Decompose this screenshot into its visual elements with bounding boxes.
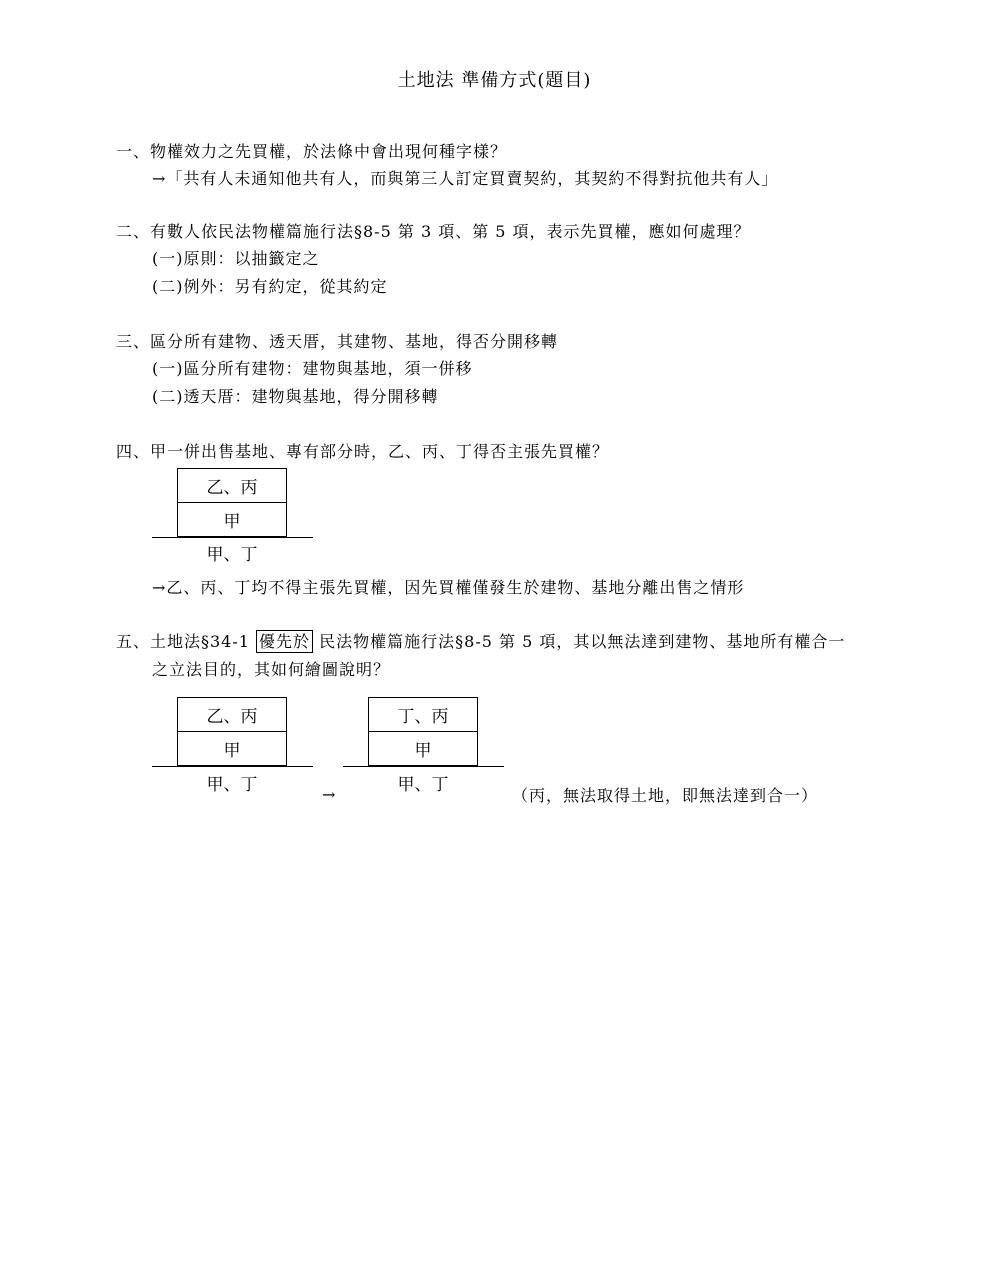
q4-upper-unit: 乙、丙 xyxy=(177,468,287,503)
question-3: 三、區分所有建物、透天厝，其建物、基地，得否分開移轉 xyxy=(116,332,559,351)
q5-right-ground-line xyxy=(343,766,504,767)
question-1: 一、物權效力之先買權，於法條中會出現何種字樣？ xyxy=(116,142,508,161)
q4-lower-unit: 甲 xyxy=(177,502,287,537)
question-2: 二、有數人依民法物權篇施行法§8-5 第 3 項、第 5 項，表示先買權，應如何處理？ xyxy=(116,222,751,241)
q5-right-land-owners: 甲、丁 xyxy=(397,775,449,795)
q5-right-upper-unit: 丁、丙 xyxy=(368,697,478,732)
answer-4: →乙、丙、丁均不得主張先買權，因先買權僅發生於建物、基地分離出售之情形 xyxy=(152,578,745,597)
q5-note: （丙，無法取得土地，即無法達到合一） xyxy=(512,786,819,805)
arrow-icon: → xyxy=(322,785,336,804)
q5-boxed-term: 優先於 xyxy=(256,630,313,653)
q5-left-upper-unit: 乙、丙 xyxy=(177,697,287,732)
q5-left-ground-line xyxy=(152,766,313,767)
q3-item-townhouse: (二)透天厝：建物與基地，得分開移轉 xyxy=(152,387,439,406)
page-title: 土地法 準備方式(題目) xyxy=(397,70,592,91)
q4-ground-line xyxy=(152,537,313,538)
q4-land-owners: 甲、丁 xyxy=(206,545,258,565)
q5-left-lower-unit: 甲 xyxy=(177,731,287,766)
answer-1: →「共有人未通知他共有人，而與第三人訂定買賣契約，其契約不得對抗他共有人」 xyxy=(152,169,779,188)
q2-item-principle: (一)原則：以抽籤定之 xyxy=(152,249,320,268)
question-5 xyxy=(116,634,845,650)
q5-prefix: 五、土地法§34-1 xyxy=(116,632,257,651)
q5-right-lower-unit: 甲 xyxy=(368,731,478,766)
q3-item-divided-building: (一)區分所有建物：建物與基地，須一併移 xyxy=(152,359,473,378)
question-4: 四、甲一併出售基地、專有部分時，乙、丙、丁得否主張先買權？ xyxy=(116,442,610,461)
q5-suffix: 民法物權篇施行法§8-5 第 5 項，其以無法達到建物、基地所有權合一 xyxy=(313,632,846,651)
q5-left-land-owners: 甲、丁 xyxy=(206,775,258,795)
question-5-line2: 之立法目的，其如何繪圖說明？ xyxy=(152,660,391,679)
q2-item-exception: (二)例外：另有約定，從其約定 xyxy=(152,277,388,296)
